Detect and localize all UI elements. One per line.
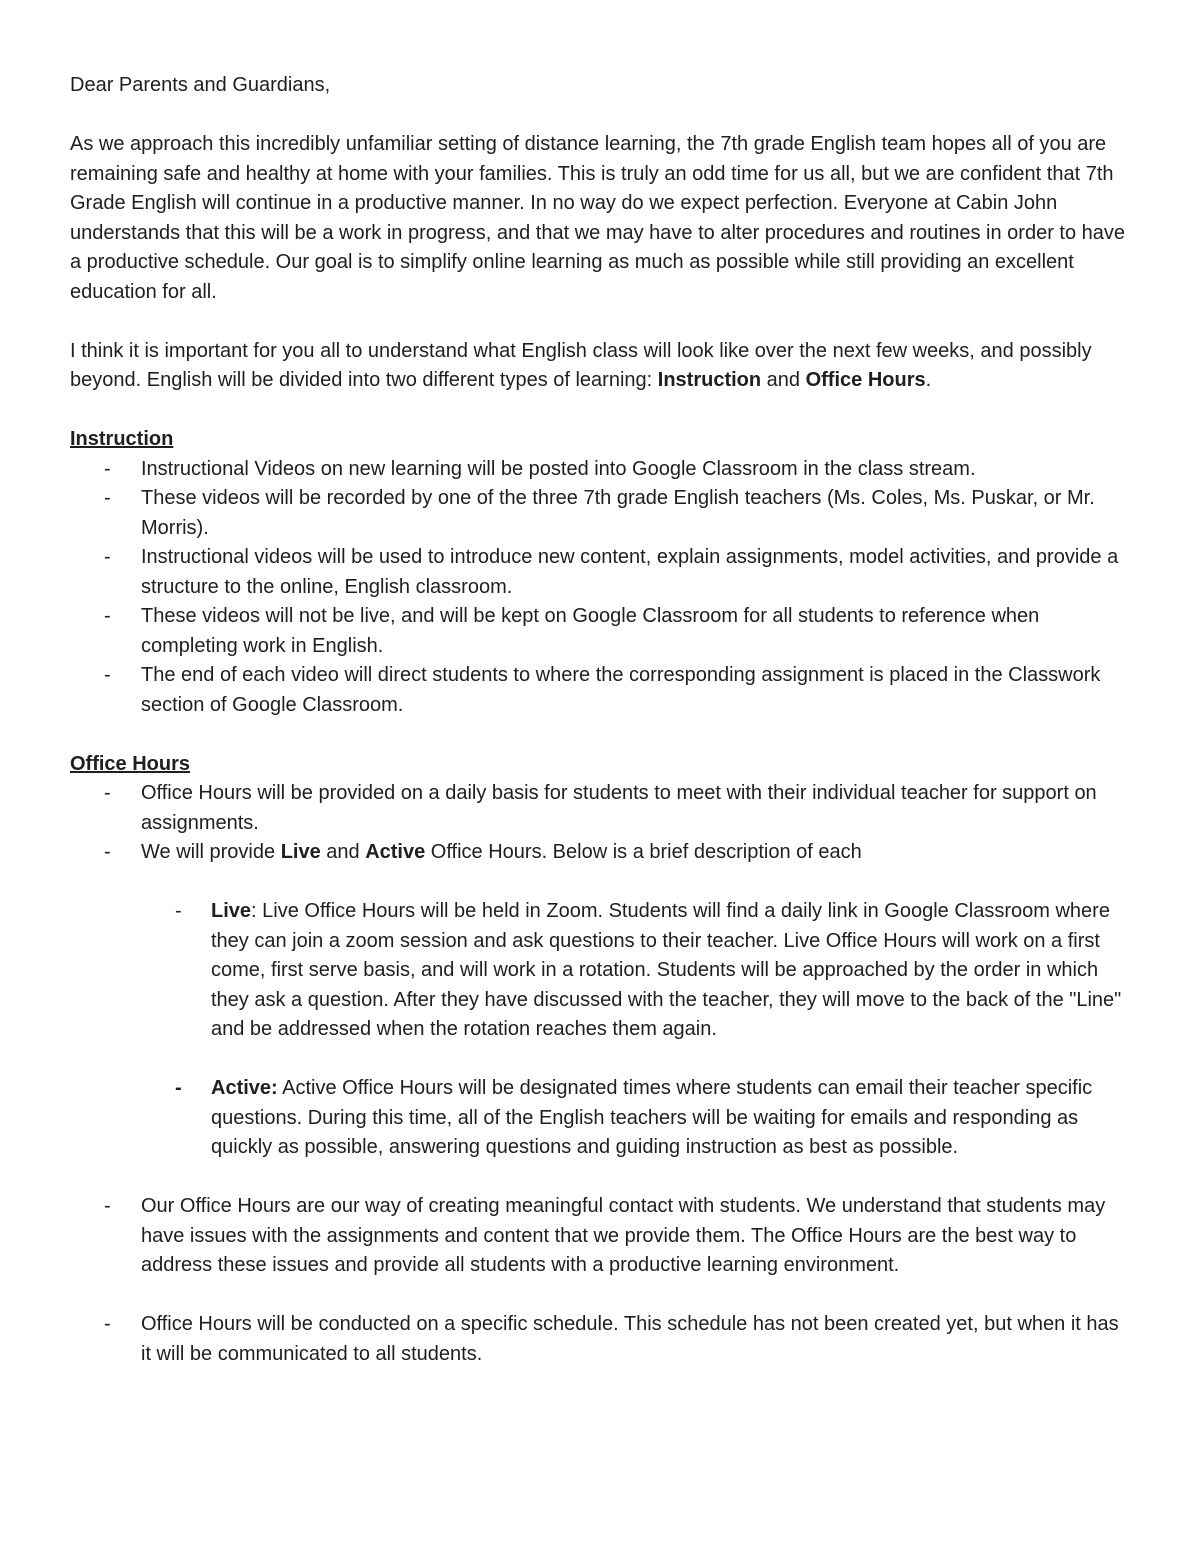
- overview-and: and: [761, 369, 806, 391]
- live-text: : Live Office Hours will be held in Zoom. Students will find a daily link in Google Classroom where they can join a zoom session and ask questions to their teacher. Live Office Hours will work on a first come, first serve basis, and will work in a rotation. Students will be approached by the order in which they ask a question. After they have discussed with the teacher, they will move to the back of the "Line" and be addressed when the rotation reaches them again.: [211, 900, 1122, 1040]
- active-text: Active Office Hours will be designated times where students can email their teacher specific questions. During this time, all of the English teachers will be waiting for emails and responding as quickly as possible, answering questions and guiding instruction as best as possible.: [211, 1077, 1093, 1158]
- live-label: Live: [211, 900, 252, 922]
- active-bold: Active: [365, 841, 426, 863]
- list-item-text: These videos will not be live, and will be kept on Google Classroom for all students to reference when completing work in English.: [141, 605, 1040, 657]
- office-hours-heading: Office Hours: [70, 752, 191, 775]
- active-label: Active:: [211, 1077, 278, 1099]
- overview-instruction-bold: Instruction: [657, 369, 762, 391]
- list-item: [70, 484, 1132, 543]
- overview-text: I think it is important for you all to understand what English class will look like over the next few weeks, and possibly beyond. English will be divided into two different types of learning:: [70, 339, 1092, 391]
- list-item: [70, 838, 1132, 868]
- dash-bullet: -: [104, 605, 111, 627]
- live-bold: Live: [280, 841, 321, 863]
- provide-and: and: [320, 841, 366, 863]
- overview-paragraph: [70, 337, 1132, 396]
- dash-bullet: -: [104, 487, 111, 509]
- list-item: [70, 1310, 1132, 1369]
- office-hours-list: [70, 779, 1132, 1369]
- dash-bullet: -: [104, 546, 111, 568]
- dash-bullet: -: [104, 841, 111, 863]
- letter-page: [70, 71, 1132, 1369]
- list-item: [70, 1192, 1132, 1281]
- list-item: [70, 455, 1132, 485]
- list-item: [70, 661, 1132, 720]
- dash-bullet: -: [175, 1077, 182, 1099]
- list-item: [70, 779, 1132, 838]
- live-sub-item: [70, 897, 1132, 1045]
- greeting: Dear Parents and Guardians,: [70, 74, 331, 96]
- provide-post: Office Hours. Below is a brief description of each: [425, 841, 862, 863]
- list-item-text: These videos will be recorded by one of the three 7th grade English teachers (Ms. Coles, Ms. Puskar, or Mr. Morris).: [141, 487, 1095, 539]
- intro-paragraph: As we approach this incredibly unfamiliar setting of distance learning, the 7th grade English team hopes all of you are remaining safe and healthy at home with your families. This is truly an odd time for us all, but we are confident that 7th Grade English will continue in a productive manner. In no way do we expect perfection. Everyone at Cabin John understands that this will be a work in progress, and that we may have to alter procedures and routines in order to have a productive schedule. Our goal is to simplify online learning as much as possible while still providing an excellent education for all.: [70, 133, 1126, 303]
- list-item: [70, 543, 1132, 602]
- list-item-text: Office Hours will be provided on a daily basis for students to meet with their individual teacher for support on assignments.: [141, 782, 1097, 834]
- dash-bullet: -: [104, 457, 111, 480]
- provide-pre: We will provide: [141, 841, 281, 863]
- instruction-heading: Instruction: [70, 428, 174, 450]
- dash-bullet: -: [104, 1195, 111, 1217]
- dash-bullet: -: [104, 1313, 111, 1335]
- list-item-text: Instructional videos will be used to introduce new content, explain assignments, model activities, and provide a structure to the online, English classroom.: [141, 546, 1119, 598]
- dash-bullet: -: [104, 782, 111, 804]
- overview-end: .: [925, 369, 932, 391]
- dash-bullet: -: [104, 664, 111, 686]
- instruction-list: [70, 455, 1132, 721]
- list-item-text: Instructional Videos on new learning will be posted into Google Classroom in the class stream.: [141, 457, 976, 480]
- dash-bullet: -: [175, 900, 182, 922]
- list-item-text: Our Office Hours are our way of creating meaningful contact with students. We understand that students may have issues with the assignments and content that we provide them. The Office Hours are the best way to address these issues and provide all students with a productive learning environment.: [141, 1195, 1106, 1276]
- overview-office-hours-bold: Office Hours: [805, 369, 926, 391]
- list-item-text: Office Hours will be conducted on a specific schedule. This schedule has not been created yet, but when it has it will be communicated to all students.: [141, 1313, 1119, 1365]
- list-item-text: The end of each video will direct students to where the corresponding assignment is placed in the Classwork section of Google Classroom.: [141, 664, 1101, 716]
- active-sub-item: [70, 1074, 1132, 1163]
- list-item: [70, 602, 1132, 661]
